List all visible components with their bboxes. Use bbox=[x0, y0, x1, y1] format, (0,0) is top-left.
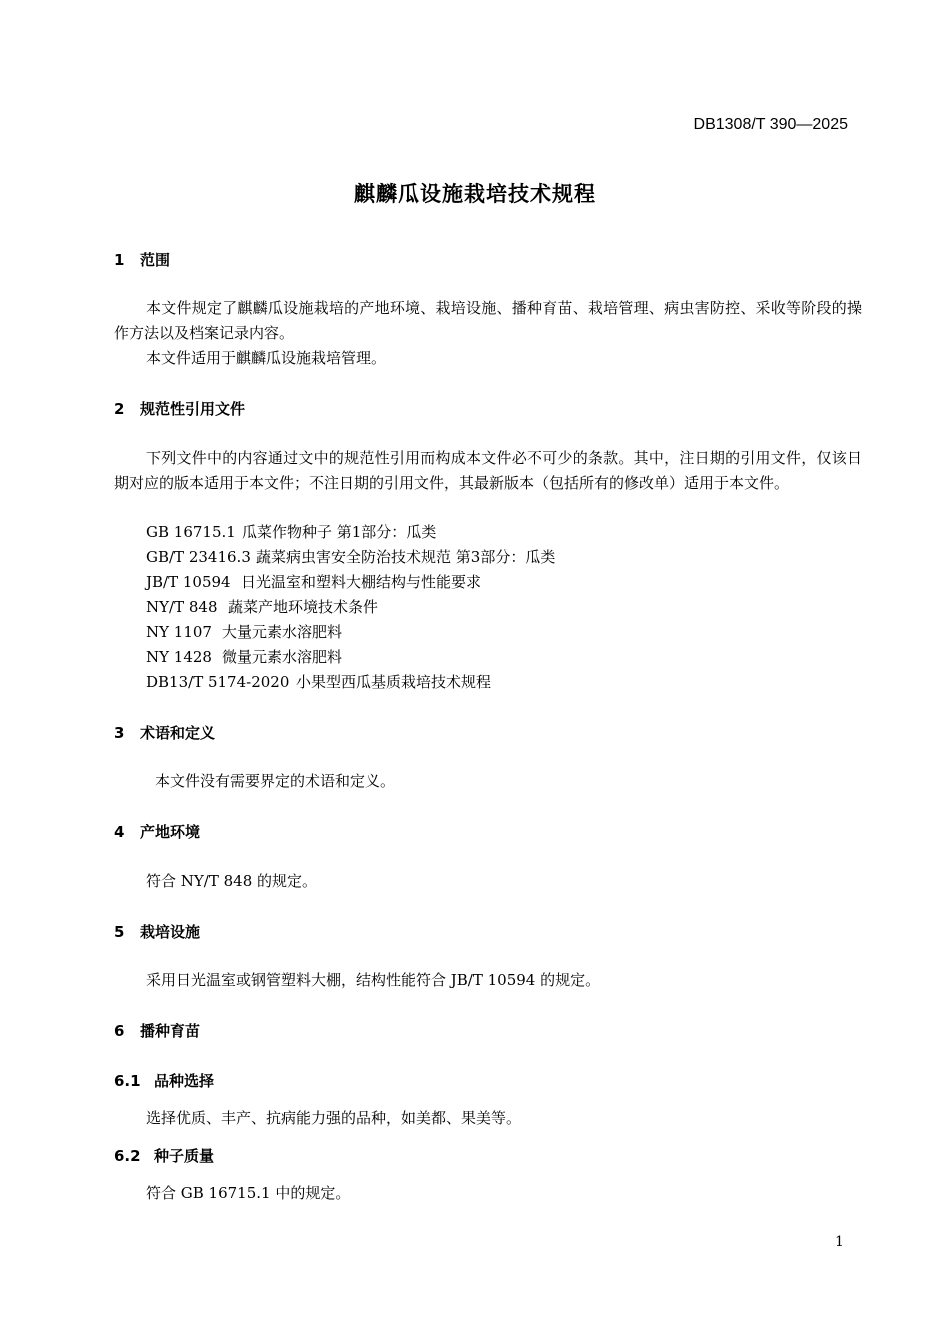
section-title: 栽培设施 bbox=[140, 923, 201, 941]
reference-name: 蔬菜产地环境技术条件 bbox=[228, 598, 379, 616]
reference-item bbox=[146, 570, 481, 595]
reference-item bbox=[146, 520, 436, 545]
reference-name: 蔬菜病虫害安全防治技术规范 第3部分：瓜类 bbox=[256, 548, 556, 566]
reference-item bbox=[146, 670, 491, 695]
section-4-paragraph-1: 符合 NY/T 848 的规定。 bbox=[146, 872, 318, 890]
subsection-number: 6.2 bbox=[114, 1147, 141, 1165]
reference-item bbox=[146, 545, 555, 570]
section-number: 5 bbox=[114, 923, 125, 941]
reference-code: GB/T 23416.3 bbox=[146, 548, 251, 566]
section-title: 播种育苗 bbox=[140, 1022, 201, 1040]
reference-name: 微量元素水溶肥料 bbox=[222, 648, 343, 666]
section-number: 4 bbox=[114, 823, 125, 841]
section-5-paragraph-1: 采用日光温室或钢管塑料大棚，结构性能符合 JB/T 10594 的规定。 bbox=[146, 971, 601, 989]
reference-code: NY 1107 bbox=[146, 623, 212, 641]
reference-item bbox=[146, 620, 342, 645]
section-6-heading bbox=[114, 1020, 200, 1041]
section-4-heading bbox=[114, 821, 200, 842]
reference-name: 大量元素水溶肥料 bbox=[222, 623, 343, 641]
document-code: DB1308/T 390—2025 bbox=[693, 116, 848, 133]
section-number: 3 bbox=[114, 724, 125, 742]
section-1-paragraph-2: 本文件适用于麒麟瓜设施栽培管理。 bbox=[146, 349, 387, 367]
reference-code: DB13/T 5174-2020 bbox=[146, 673, 290, 691]
subsection-number: 6.1 bbox=[114, 1072, 141, 1090]
reference-item bbox=[146, 595, 378, 620]
document-title: 麒麟瓜设施栽培技术规程 bbox=[354, 182, 596, 206]
subsection-title: 种子质量 bbox=[154, 1147, 215, 1165]
subsection-title: 品种选择 bbox=[154, 1072, 215, 1090]
section-5-heading bbox=[114, 921, 200, 942]
reference-code: NY/T 848 bbox=[146, 598, 218, 616]
subsection-6-1-paragraph-1: 选择优质、丰产、抗病能力强的品种，如美都、果美等。 bbox=[146, 1109, 522, 1127]
section-title: 术语和定义 bbox=[140, 724, 216, 742]
section-3-heading bbox=[114, 722, 215, 743]
section-3-paragraph-1: 本文件没有需要界定的术语和定义。 bbox=[155, 772, 396, 790]
section-title: 范围 bbox=[140, 251, 171, 269]
reference-code: JB/T 10594 bbox=[146, 573, 231, 591]
reference-item bbox=[146, 645, 342, 670]
subsection-6-1-heading bbox=[114, 1070, 214, 1091]
reference-name: 瓜菜作物种子 第1部分：瓜类 bbox=[242, 523, 437, 541]
section-title: 规范性引用文件 bbox=[140, 400, 246, 418]
section-number: 1 bbox=[114, 251, 125, 269]
reference-name: 小果型西瓜基质栽培技术规程 bbox=[296, 673, 492, 691]
reference-code: NY 1428 bbox=[146, 648, 212, 666]
section-1-paragraph-1: 本文件规定了麒麟瓜设施栽培的产地环境、栽培设施、播种育苗、栽培管理、病虫害防控、采收等阶段的操作方法以及档案记录内容。 bbox=[114, 299, 862, 342]
page-number: 1 bbox=[835, 1234, 844, 1250]
section-title: 产地环境 bbox=[140, 823, 201, 841]
reference-code: GB 16715.1 bbox=[146, 523, 236, 541]
section-1-heading bbox=[114, 249, 170, 270]
section-number: 2 bbox=[114, 400, 125, 418]
section-2-heading bbox=[114, 398, 245, 419]
section-number: 6 bbox=[114, 1022, 125, 1040]
subsection-6-2-heading bbox=[114, 1145, 214, 1166]
reference-name: 日光温室和塑料大棚结构与性能要求 bbox=[241, 573, 482, 591]
section-2-paragraph-1: 下列文件中的内容通过文中的规范性引用而构成本文件必不可少的条款。其中，注日期的引用文件，仅该日期对应的版本适用于本文件；不注日期的引用文件，其最新版本（包括所有的修改单）适用于本文件。 bbox=[114, 449, 862, 492]
subsection-6-2-paragraph-1: 符合 GB 16715.1 中的规定。 bbox=[146, 1184, 351, 1202]
